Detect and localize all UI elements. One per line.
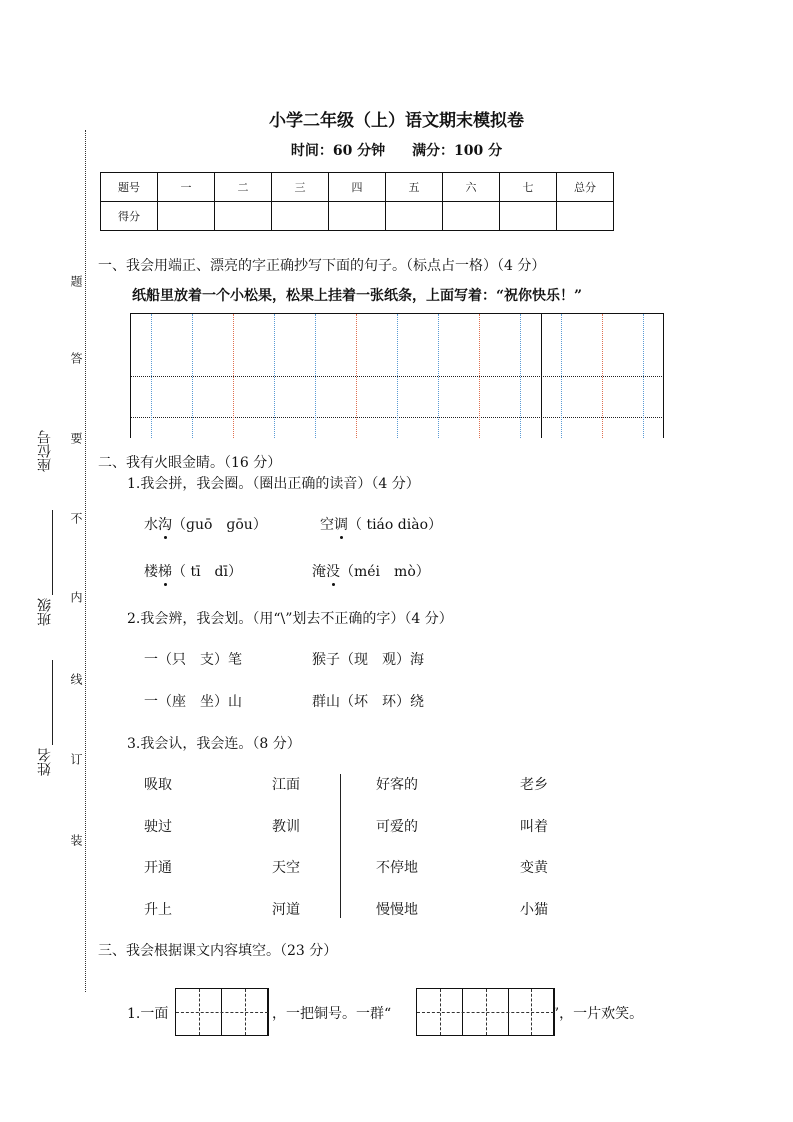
pinyin-options[interactable]: （ tī dī）: [172, 564, 242, 580]
grid-line: [397, 314, 398, 438]
exam-info: [0, 140, 793, 160]
match-word[interactable]: 变黄: [520, 860, 548, 876]
char: 水: [144, 517, 158, 533]
seal-char: 线: [69, 673, 83, 685]
page-title: 小学二年级（上）语文期末模拟卷: [269, 111, 524, 131]
grid-line: [151, 314, 152, 438]
name-label: 姓名: [37, 748, 53, 776]
match-word[interactable]: 不停地: [376, 860, 418, 876]
pinyin-item: [144, 561, 242, 581]
score-input-cell[interactable]: [443, 202, 500, 231]
score-input-cell[interactable]: [386, 202, 443, 231]
score-table-header-row: [101, 173, 614, 202]
grid-line: [541, 314, 542, 438]
match-word[interactable]: 吸取: [144, 777, 172, 793]
match-word[interactable]: 叫着: [520, 819, 548, 835]
exam-time: 时间：60 分钟: [290, 143, 386, 159]
q2-title: 2.我会辨，我会划。（用“\”划去不正确的字）（4 分）: [127, 611, 453, 627]
seal-char: 内: [69, 591, 83, 603]
char: 没: [326, 561, 340, 581]
score-input-cell[interactable]: [500, 202, 557, 231]
choice-item[interactable]: 一（座 坐）山: [144, 694, 242, 710]
seal-char: 不: [69, 512, 83, 524]
grid-line: [192, 314, 193, 438]
q1-title: 1.我会拼，我会圈。（圈出正确的读音）（4 分）: [127, 476, 420, 492]
match-word[interactable]: 天空: [272, 860, 300, 876]
match-word[interactable]: 升上: [144, 902, 172, 918]
copy-writing-grid[interactable]: [130, 313, 664, 438]
table-cell: 一: [158, 173, 215, 202]
score-input-cell[interactable]: [215, 202, 272, 231]
section3-heading: 三、我会根据课文内容填空。（23 分）: [98, 943, 338, 959]
tian-grid-answer-1[interactable]: [175, 988, 269, 1036]
pinyin-item: [312, 561, 430, 581]
grid-line: [479, 314, 480, 438]
char: 调: [334, 514, 348, 534]
grid-line: [438, 314, 439, 438]
table-cell: 得分: [101, 202, 158, 231]
table-cell: 总分: [557, 173, 614, 202]
class-label: 班级: [37, 598, 53, 626]
char: 空: [320, 517, 334, 533]
char: 梯: [158, 561, 172, 581]
seal-char: 订: [69, 753, 83, 765]
score-input-cell[interactable]: [272, 202, 329, 231]
char: 楼: [144, 564, 158, 580]
full-score: 满分：100 分: [412, 143, 503, 159]
pinyin-item: [144, 514, 267, 534]
char: 淹: [312, 564, 326, 580]
pinyin-options[interactable]: （ɡuō ɡōu）: [172, 517, 267, 533]
seal-char: 装: [69, 834, 83, 846]
match-word[interactable]: 好客的: [376, 777, 418, 793]
grid-line: [561, 314, 562, 438]
match-word[interactable]: 江面: [272, 777, 300, 793]
guide-line: [417, 1012, 554, 1013]
table-cell: 题号: [101, 173, 158, 202]
seal-char: 答: [69, 352, 83, 364]
tian-grid-answer-2[interactable]: [416, 988, 555, 1036]
match-divider: [340, 774, 341, 918]
section2-heading: 二、我有火眼金睛。（16 分）: [98, 455, 282, 471]
grid-line: [520, 314, 521, 438]
grid-line: [643, 314, 644, 438]
choice-item[interactable]: 群山（坏 环）绕: [312, 694, 424, 710]
section1-heading: 一、我会用端正、漂亮的字正确抄写下面的句子。（标点占一格）（4 分）: [98, 258, 546, 274]
seal-char: 要: [69, 432, 83, 444]
match-word[interactable]: 可爱的: [376, 819, 418, 835]
score-input-cell[interactable]: [329, 202, 386, 231]
choice-item[interactable]: 猴子（现 观）海: [312, 652, 424, 668]
table-cell: 三: [272, 173, 329, 202]
match-word[interactable]: 慢慢地: [376, 902, 418, 918]
table-cell: 六: [443, 173, 500, 202]
grid-line: [233, 314, 234, 438]
match-word[interactable]: 教训: [272, 819, 300, 835]
seal-char: 题: [69, 275, 83, 287]
table-cell: 七: [500, 173, 557, 202]
score-table: [100, 172, 614, 231]
class-field[interactable]: [52, 510, 53, 595]
binding-dotted-line: [85, 130, 86, 992]
match-word[interactable]: 老乡: [520, 777, 548, 793]
match-word[interactable]: 驶过: [144, 819, 172, 835]
guide-line: [176, 1012, 268, 1013]
pinyin-item: [320, 514, 442, 534]
grid-line: [274, 314, 275, 438]
char: 沟: [158, 514, 172, 534]
q3-title: 3.我会认，我会连。（8 分）: [127, 736, 301, 752]
table-cell: 五: [386, 173, 443, 202]
table-cell: 二: [215, 173, 272, 202]
name-field[interactable]: [52, 660, 53, 745]
match-word[interactable]: 河道: [272, 902, 300, 918]
score-input-cell[interactable]: [557, 202, 614, 231]
fill-middle: ，一把铜号。一群“: [272, 1006, 392, 1022]
pinyin-options[interactable]: （méi mò）: [340, 564, 430, 580]
grid-line: [356, 314, 357, 438]
score-input-cell[interactable]: [158, 202, 215, 231]
grid-line: [663, 314, 664, 438]
choice-item[interactable]: 一（只 支）笔: [144, 652, 242, 668]
fill-prefix: 1.一面: [127, 1006, 169, 1022]
score-table-score-row: [101, 202, 614, 231]
grid-line: [602, 314, 603, 438]
fill-suffix: ”，一片欢笑。: [552, 1006, 644, 1022]
pinyin-options[interactable]: （ tiáo diào）: [348, 517, 442, 533]
match-word[interactable]: 开通: [144, 860, 172, 876]
table-cell: 四: [329, 173, 386, 202]
grid-line: [315, 314, 316, 438]
match-word[interactable]: 小猫: [520, 902, 548, 918]
seat-number-label: 座位号: [37, 430, 53, 472]
copy-sentence: 纸船里放着一个小松果，松果上挂着一张纸条，上面写着：“祝你快乐！”: [132, 288, 583, 304]
